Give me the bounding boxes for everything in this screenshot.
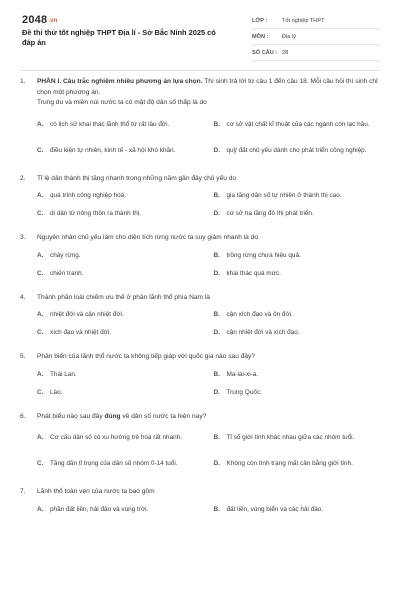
option-b[interactable]: B. gia tăng dân số tự nhiên ở thành thị cao. [213,192,342,199]
option-b[interactable]: B. trồng rừng chưa hiệu quả. [213,251,301,259]
question-number: 4. [20,293,26,301]
question-4 [20,293,382,340]
question-1 [20,77,382,161]
option-b[interactable]: B. cơ sở vật chất kĩ thuật của các ngành còn lạc hậu. [213,120,370,128]
exam-info-box [252,13,380,61]
part-heading: PHẦN I. Câu trắc nghiệm nhiều phương án lựa chọn. [37,78,203,85]
option-a[interactable]: A. Thái Lan. [37,370,77,378]
option-b[interactable]: B. Tỉ số giới tính khác nhau giữa các nhóm tuổi. [213,434,355,441]
info-value: Địa lý [282,33,296,40]
question-number: 2. [20,174,26,182]
option-c[interactable]: C. Lào. [37,388,63,396]
question-3 [20,233,382,280]
option-d[interactable]: D. Không còn tình trạng mất cân bằng giới tính. [213,460,353,467]
question-text: Thành phần loài chiếm ưu thế ở phần lãnh thổ phía Nam là [37,293,210,301]
info-label: MÔN : [252,33,269,40]
option-a[interactable]: A. có lịch sử khai thác lãnh thổ từ rất lâu đời. [37,120,170,128]
logo-domain: .vn [48,18,58,24]
info-row-count [252,45,380,61]
question-number: 7. [20,488,26,495]
question-number: 1. [20,78,26,85]
question-number: 6. [20,412,26,420]
option-c[interactable]: C. Tăng dần tỉ trọng của dân số nhóm 0-14 tuổi. [37,460,178,467]
question-5 [20,352,382,399]
option-b[interactable]: B. đất liền, vùng biển và các hải đảo. [213,505,324,513]
info-value: Tốt nghiệp THPT [282,17,325,24]
option-b[interactable]: B. cận xích đạo và ôn đới. [213,311,293,318]
question-text [37,77,382,109]
option-d[interactable]: D. khai thác quá mức. [213,269,281,277]
part-instructions: Thí sinh trả lời từ câu 1 đến câu 18. Mỗi câu hỏi thí sinh chỉ chọn một phương án. [37,78,378,96]
option-d[interactable]: D. cơ sở hạ tầng đô thị phát triển. [213,210,314,217]
option-b[interactable]: B. Ma-lai-xi-a. [213,370,259,378]
option-c[interactable]: C. xích đạo và nhiệt đới. [37,329,112,336]
question-2 [20,174,382,221]
question-text: Tỉ lệ dân thành thị tăng nhanh trong những năm gần đây chủ yếu do [37,174,237,182]
option-a[interactable]: A. Cơ cấu dân số có xu hướng trẻ hóa rất nhanh. [37,434,183,441]
site-logo[interactable] [22,14,58,26]
info-value: 28 [282,49,289,56]
option-d[interactable]: D. quỹ đất chủ yếu dành cho phát triển công nghiệp. [213,146,367,154]
option-a[interactable]: A. phần đất liền, hải đảo và vùng trời. [37,505,149,513]
option-a[interactable]: A. nhiệt đới và cận nhiệt đới. [37,311,124,318]
option-c[interactable]: C. điều kiện tự nhiên, kinh tế - xã hội khó khăn. [37,146,176,154]
option-d[interactable]: D. cận nhiệt đới và xích đạo. [213,329,300,336]
info-label: LỚP : [252,17,268,24]
question-text: Nguyên nhân chủ yếu làm cho diện tích rừng nước ta suy giảm nhanh là do [37,234,258,241]
question-text: Lãnh thổ toàn vẹn của nước ta bao gồm [37,488,155,495]
question-7 [20,487,382,516]
question-number: 3. [20,234,26,241]
emphasis-word: đúng [104,412,121,420]
page-title: Đề thi thử tốt nghiệp THPT Địa lí - Sở Bắc Ninh 2025 có đáp án [22,28,216,47]
option-c[interactable]: C. di dân từ nông thôn ra thành thị. [37,210,141,217]
option-c[interactable]: C. chiến tranh. [37,269,84,277]
page-header [0,0,400,64]
header-divider [20,70,380,71]
logo-text: 2048 [22,14,48,26]
question-stem: Trung du và miền núi nước ta có mật độ dân số thấp là do [37,99,207,106]
question-6 [20,412,382,475]
question-text: Phần biển của lãnh thổ nước ta không tiếp giáp với quốc gia nào sau đây? [37,353,255,360]
info-row-class [252,13,380,29]
question-text: Phát biểu nào sau đây đúng về dân số nước ta hiện nay? [37,412,207,420]
question-list [20,77,382,529]
option-a[interactable]: A. quá trình công nghiệp hoá. [37,192,127,199]
question-number: 5. [20,353,26,360]
info-label: SỐ CÂU : [252,49,278,56]
info-row-subject [252,29,380,45]
option-a[interactable]: A. cháy rừng. [37,251,81,259]
option-d[interactable]: D. Trung Quốc. [213,388,262,396]
